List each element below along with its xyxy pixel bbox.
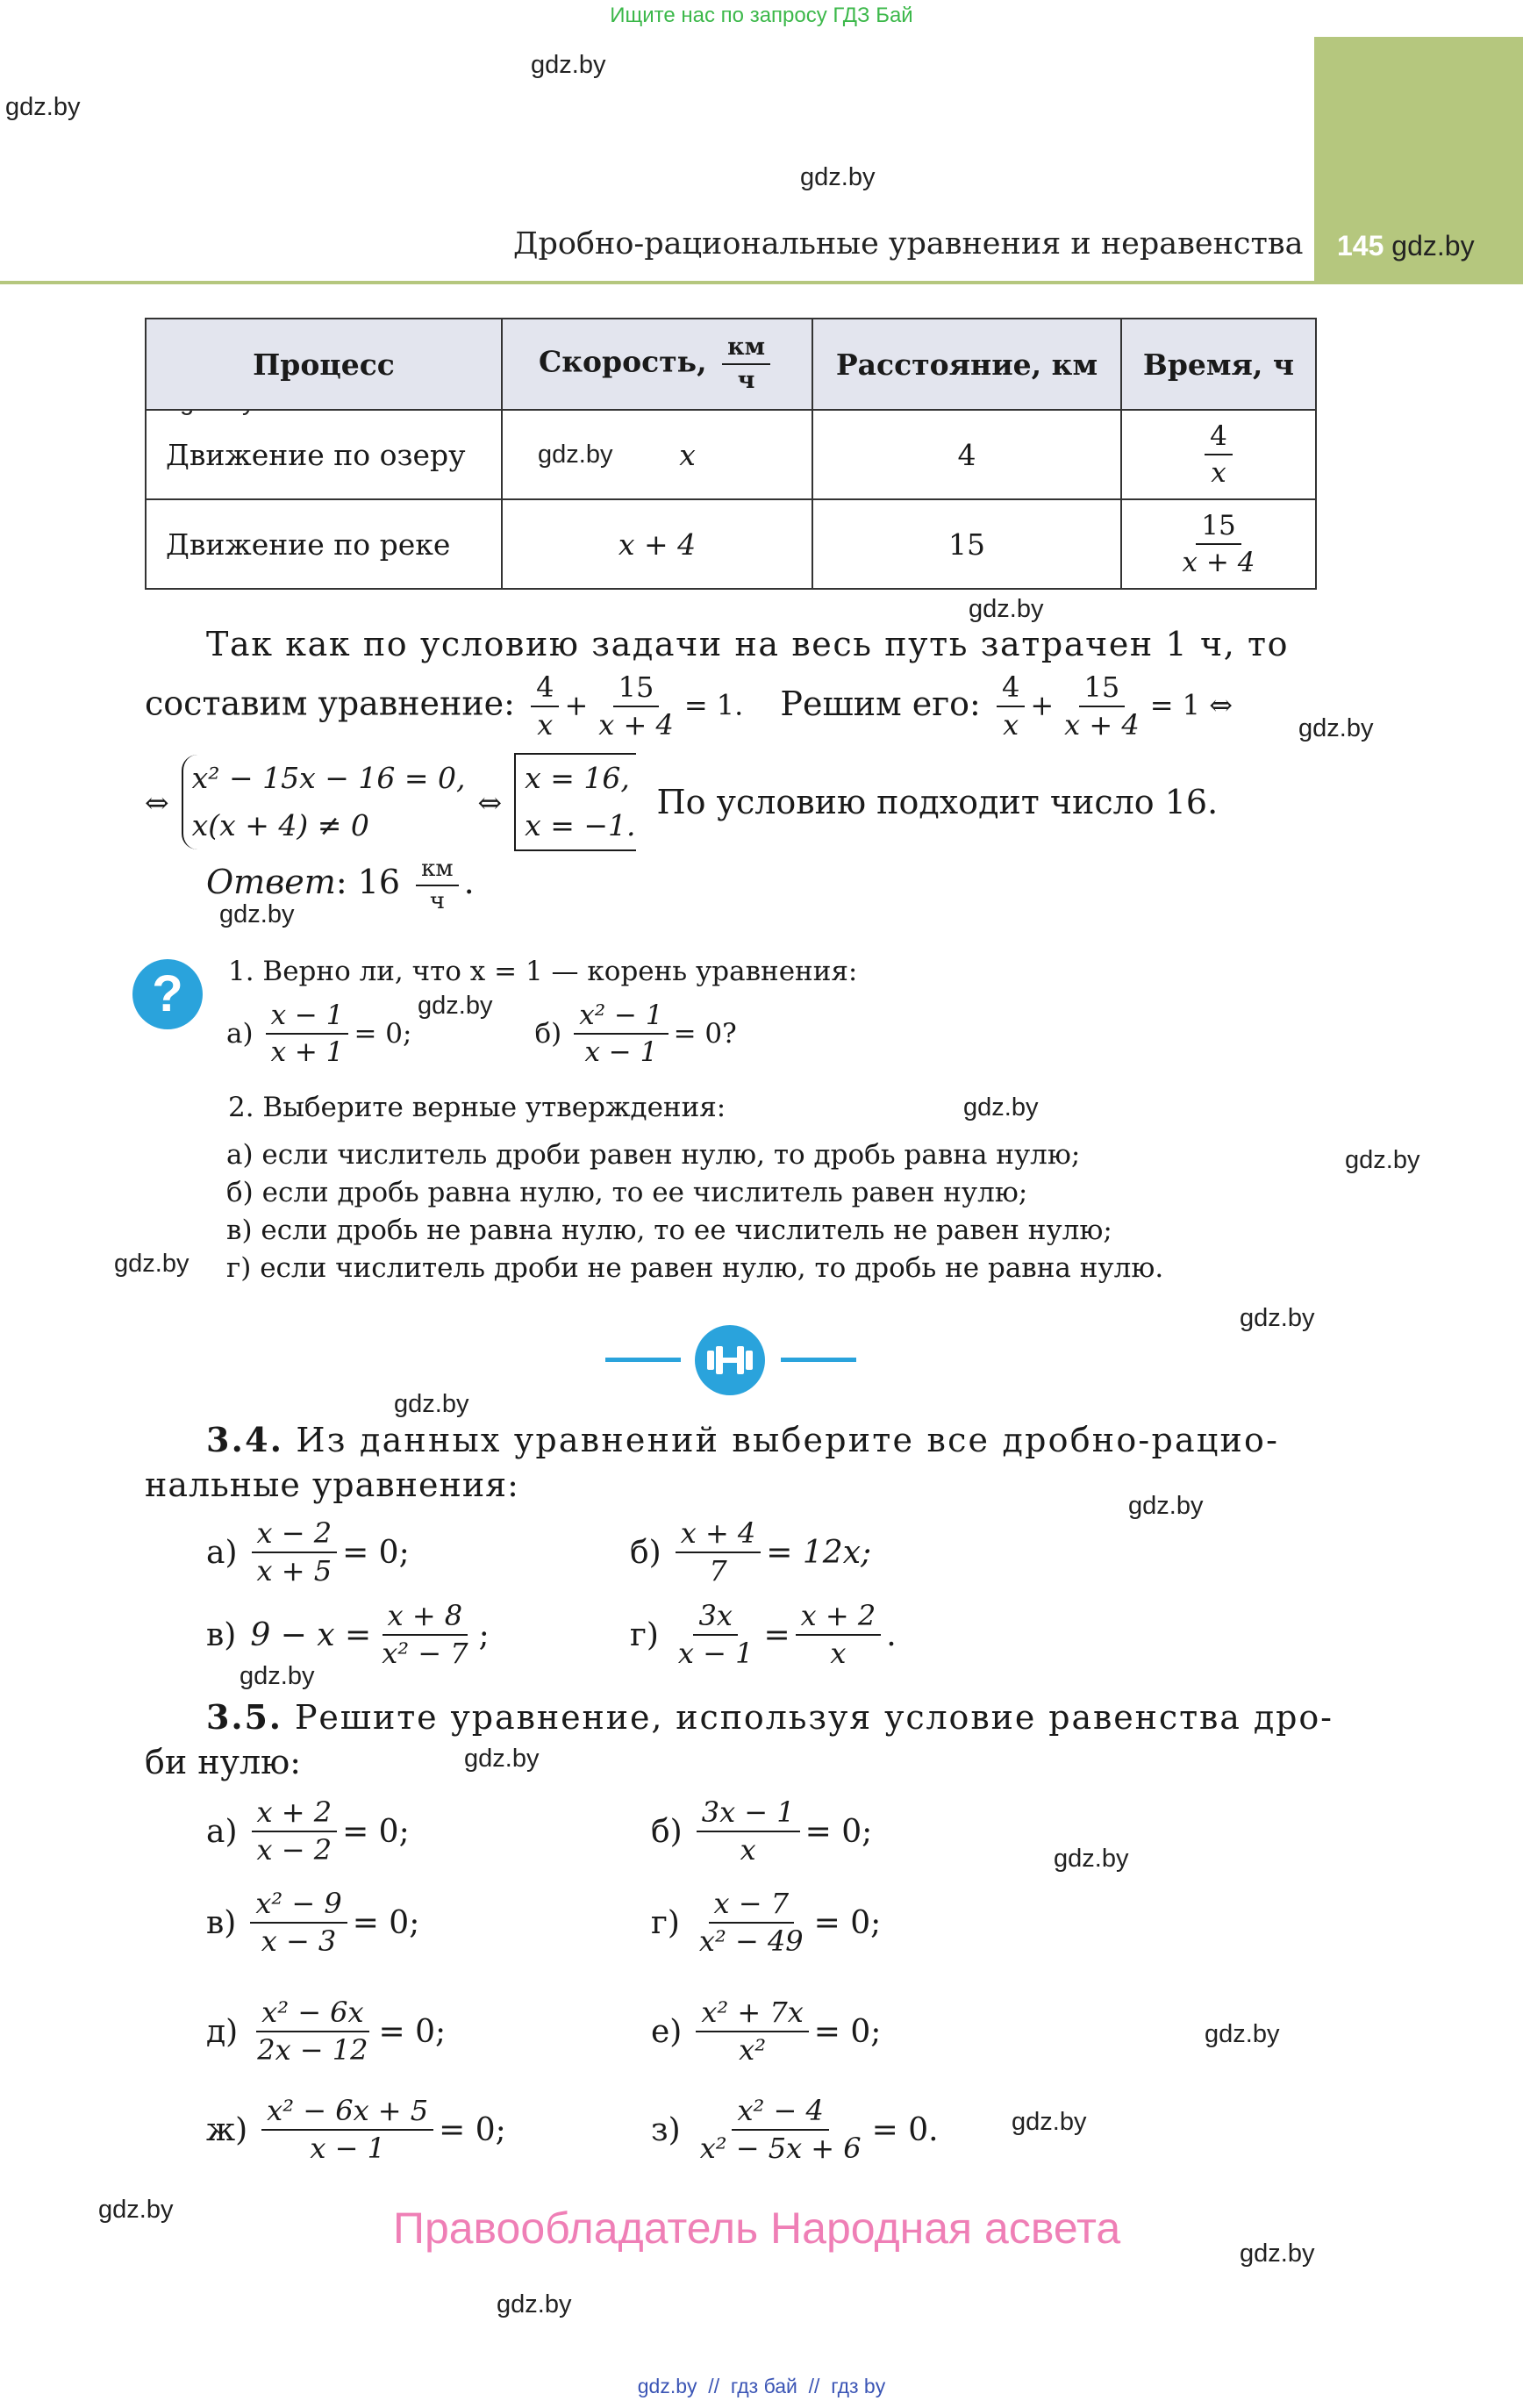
watermark: gdz.by — [1128, 1492, 1204, 1520]
table-row — [146, 499, 1316, 589]
ex35-item — [651, 2096, 939, 2164]
frac-num: 3x — [693, 1601, 737, 1636]
header-time: Время, ч — [1121, 319, 1316, 410]
item-mid: = — [763, 1616, 790, 1653]
answer-unit-num: км — [416, 856, 458, 886]
frac-den: x — [830, 1637, 847, 1671]
cell-distance: 15 — [812, 499, 1121, 589]
frac-num: x² − 6x + 5 — [261, 2096, 433, 2131]
divider-line-left — [605, 1358, 681, 1362]
item-tail: = 0; — [804, 1813, 873, 1850]
speed-unit-den: ч — [737, 367, 755, 394]
dumbbell-icon — [695, 1325, 765, 1395]
header-title: Дробно-рациональные уравнения и неравенства — [513, 226, 1304, 262]
solution-conclusion: По условию подходит число 16. — [656, 783, 1219, 821]
frac-num: x + 8 — [383, 1601, 468, 1636]
ex34-item-a — [206, 1518, 410, 1587]
question-1: 1. Верно ли, что x = 1 — корень уравнения: — [228, 956, 858, 987]
system-brace — [182, 755, 466, 849]
exercise-text: Решите уравнение, используя условие равенства дро- — [294, 1698, 1334, 1737]
eq-result: = 1 ⇔ — [1149, 688, 1233, 722]
answer-value: : 16 — [335, 863, 401, 902]
frac-num: x + 2 — [252, 1797, 338, 1832]
page-number — [1337, 230, 1475, 262]
watermark: gdz.by — [114, 1250, 189, 1278]
time-den: x — [1211, 457, 1226, 489]
ex34-item-b — [630, 1518, 871, 1587]
exercise-number: 3.5. — [206, 1697, 282, 1737]
frac-num: x − 7 — [709, 1888, 795, 1924]
top-banner[interactable]: Ищите нас по запросу ГДЗ Бай — [610, 4, 913, 27]
iff-symbol: ⇔ — [477, 785, 503, 820]
ex35-item — [206, 2096, 506, 2164]
frac-num: x − 1 — [266, 1000, 349, 1035]
system-eq-2: x(x + 4) ≠ 0 — [191, 808, 369, 842]
item-label: в) — [206, 1616, 237, 1653]
frac-den: x − 1 — [584, 1036, 658, 1069]
ex35-item — [651, 1997, 881, 2066]
solution-solve: Решим его: — [780, 684, 981, 723]
time-num: 15 — [1196, 511, 1241, 545]
solution-line-1: Так как по условию задачи на весь путь затрачен 1 ч, то — [206, 625, 1290, 663]
item-tail: = 0; — [439, 2111, 506, 2148]
solution-compose: составим уравнение: — [145, 684, 515, 723]
frac-den: x² − 49 — [698, 1924, 804, 1959]
watermark: gdz.by — [531, 51, 606, 79]
frac-num: 3x − 1 — [697, 1797, 800, 1832]
roots-bracket — [514, 753, 635, 851]
frac-num: 4 — [997, 672, 1025, 707]
header-rule — [0, 281, 1523, 284]
exercise-3-5-line-2: би нулю: — [145, 1743, 301, 1781]
root-2: x = −1. — [525, 808, 636, 842]
exercise-number: 3.4. — [206, 1420, 284, 1459]
frac-num: x² − 1 — [574, 1000, 668, 1035]
question-icon: ? — [132, 959, 203, 1029]
item-label: а) — [206, 1534, 238, 1571]
frac-den: x² — [739, 2033, 767, 2068]
option-tail: = 0? — [673, 1018, 737, 1050]
item-label: г) — [630, 1616, 659, 1653]
exercise-3-4-line-2: нальные уравнения: — [145, 1466, 519, 1504]
question-2-item: а) если числитель дроби равен нулю, то дробь равна нулю; — [226, 1139, 1081, 1171]
ex34-item-g — [630, 1601, 897, 1669]
question-2-item: г) если числитель дроби не равен нулю, то дробь не равна нулю. — [226, 1252, 1164, 1284]
eq-result: = 1. — [683, 688, 744, 722]
root-1: x = 16, — [525, 761, 630, 795]
option-tail: = 0; — [354, 1018, 412, 1050]
frac-num: x² − 9 — [250, 1888, 347, 1924]
frac-num: 15 — [1079, 672, 1126, 707]
time-num: 4 — [1205, 421, 1233, 455]
frac-den: x — [537, 708, 554, 742]
frac-den: 7 — [709, 1554, 727, 1588]
item-label: в) — [206, 1904, 237, 1941]
item-label: а) — [206, 1813, 238, 1850]
solution-line-2: составим уравнение: $\frac{4}{x}$ + $\frac{15}{x + 4}$ = 1. Решим его: $\frac{4}{x}$ + $\frac{15}{x + 4}$ = 1 ⇔ — [145, 670, 1233, 742]
option-label: а) — [226, 1018, 254, 1050]
watermark: gdz.by — [394, 1390, 469, 1418]
exercise-3-5-line-1 — [206, 1697, 1334, 1737]
ex35-item — [206, 1997, 446, 2066]
copyright-notice: Правообладатель Народная асвета — [393, 2204, 1121, 2253]
system-eq-1: x² − 15x − 16 = 0, — [191, 761, 466, 795]
frac-num: x − 2 — [252, 1518, 338, 1553]
header-distance: Расстояние, км — [812, 319, 1121, 410]
speed-unit-num: км — [722, 334, 770, 365]
cell-process: Движение по реке — [146, 499, 502, 589]
table-row — [146, 410, 1316, 499]
watermark: gdz.by — [98, 2196, 174, 2224]
answer-label: Ответ — [206, 863, 336, 902]
frac-den: x — [740, 1833, 756, 1867]
watermark: gdz.by — [1054, 1845, 1129, 1873]
item-tail: = 0; — [342, 1813, 410, 1850]
frac-num: 15 — [613, 672, 660, 707]
frac-den: 2x − 12 — [257, 2033, 368, 2068]
page-number-value: 145 — [1337, 230, 1384, 262]
item-tail: = 0; — [342, 1534, 410, 1571]
watermark: gdz.by — [497, 2290, 572, 2318]
frac-den: x − 2 — [256, 1833, 332, 1867]
ex35-item — [206, 1888, 419, 1957]
question-2-item: б) если дробь равна нулю, то ее числитель равен нулю; — [226, 1177, 1028, 1208]
watermark: gdz.by — [800, 163, 876, 191]
watermark: gdz.by — [1345, 1146, 1420, 1174]
item-tail: = 0; — [378, 2013, 447, 2050]
frac-den: x − 1 — [310, 2132, 385, 2166]
frac-num: x² − 4 — [732, 2096, 828, 2131]
watermark: gdz.by — [1240, 2240, 1315, 2268]
watermark: gdz.by — [240, 1662, 315, 1690]
frac-den: x + 5 — [256, 1554, 332, 1588]
ex34-item-v — [206, 1601, 490, 1669]
item-tail: = 0. — [871, 2111, 939, 2148]
divider-line-right — [781, 1358, 856, 1362]
question-1-options — [226, 1000, 737, 1067]
header-speed — [502, 319, 812, 410]
task-table — [145, 318, 1317, 590]
answer-line: Ответ: 16 $\frac{км}{ч}$ . — [206, 856, 475, 914]
item-tail: = 0; — [813, 1904, 882, 1941]
watermark: gdz.by — [1298, 714, 1374, 742]
answer-unit-den: ч — [429, 887, 446, 914]
question-2-item: в) если дробь не равна нулю, то ее числитель не равен нулю; — [226, 1215, 1112, 1246]
cell-speed: x + 4 — [502, 499, 812, 589]
exercise-3-4-line-1 — [206, 1420, 1279, 1459]
solution-system-line — [145, 753, 1218, 851]
item-label: е) — [651, 2013, 683, 2050]
frac-den: x² − 5x + 6 — [699, 2132, 862, 2166]
question-2: 2. Выберите верные утверждения: — [228, 1092, 726, 1123]
watermark: gdz.by — [538, 441, 613, 469]
cell-speed: x — [502, 410, 812, 499]
ex35-item — [651, 1797, 872, 1866]
frac-den: x² − 7 — [382, 1637, 468, 1671]
item-pre: 9 − x = — [250, 1616, 372, 1653]
frac-num: 4 — [531, 672, 559, 707]
cell-process: Движение по озеру — [146, 410, 502, 499]
item-label: з) — [651, 2111, 681, 2148]
watermark: gdz.by — [418, 992, 493, 1020]
watermark: gdz.by — [1240, 1304, 1315, 1332]
header-speed-label: Скорость, — [538, 345, 707, 379]
frac-den: x − 1 — [677, 1637, 754, 1671]
item-tail: = 12x; — [766, 1534, 872, 1571]
frac-den: x — [1003, 708, 1019, 742]
item-label: б) — [630, 1534, 661, 1571]
option-label: б) — [534, 1018, 562, 1050]
footer-links[interactable]: gdz.by // гдз бай // гдз by — [637, 2375, 886, 2397]
ex35-item — [206, 1797, 410, 1866]
watermark: gdz.by — [1205, 2020, 1280, 2048]
frac-den: x + 4 — [598, 708, 674, 742]
exercise-text: Из данных уравнений выберите все дробно-рацио- — [296, 1421, 1280, 1459]
item-tail: ; — [478, 1616, 490, 1653]
item-tail: = 0; — [352, 1904, 420, 1941]
cell-distance: 4 — [812, 410, 1121, 499]
cell-time — [1121, 499, 1316, 589]
watermark: gdz.by — [5, 93, 81, 121]
item-label: ж) — [206, 2111, 248, 2148]
cell-time — [1121, 410, 1316, 499]
page-number-suffix: gdz.by — [1391, 230, 1475, 262]
item-tail: = 0; — [813, 2013, 882, 2050]
frac-num: x² − 6x — [256, 1997, 368, 2032]
frac-num: x + 2 — [796, 1601, 882, 1636]
watermark: gdz.by — [464, 1745, 540, 1773]
frac-num: x + 4 — [676, 1518, 762, 1553]
iff-symbol: ⇔ — [145, 785, 169, 820]
item-label: б) — [651, 1813, 683, 1850]
frac-den: x + 1 — [270, 1036, 344, 1069]
item-label: д) — [206, 2013, 239, 2050]
frac-num: x² + 7x — [696, 1997, 808, 2032]
frac-den: x − 3 — [261, 1924, 337, 1959]
time-den: x + 4 — [1182, 547, 1255, 578]
watermark: gdz.by — [219, 900, 295, 928]
watermark: gdz.by — [1012, 2108, 1087, 2136]
item-tail: . — [886, 1616, 897, 1653]
item-label: г) — [651, 1904, 680, 1941]
frac-den: x + 4 — [1064, 708, 1140, 742]
ex35-item — [651, 1888, 881, 1957]
watermark: gdz.by — [963, 1093, 1039, 1122]
header-process: Процесс — [146, 319, 502, 410]
watermark: gdz.by — [969, 595, 1044, 623]
